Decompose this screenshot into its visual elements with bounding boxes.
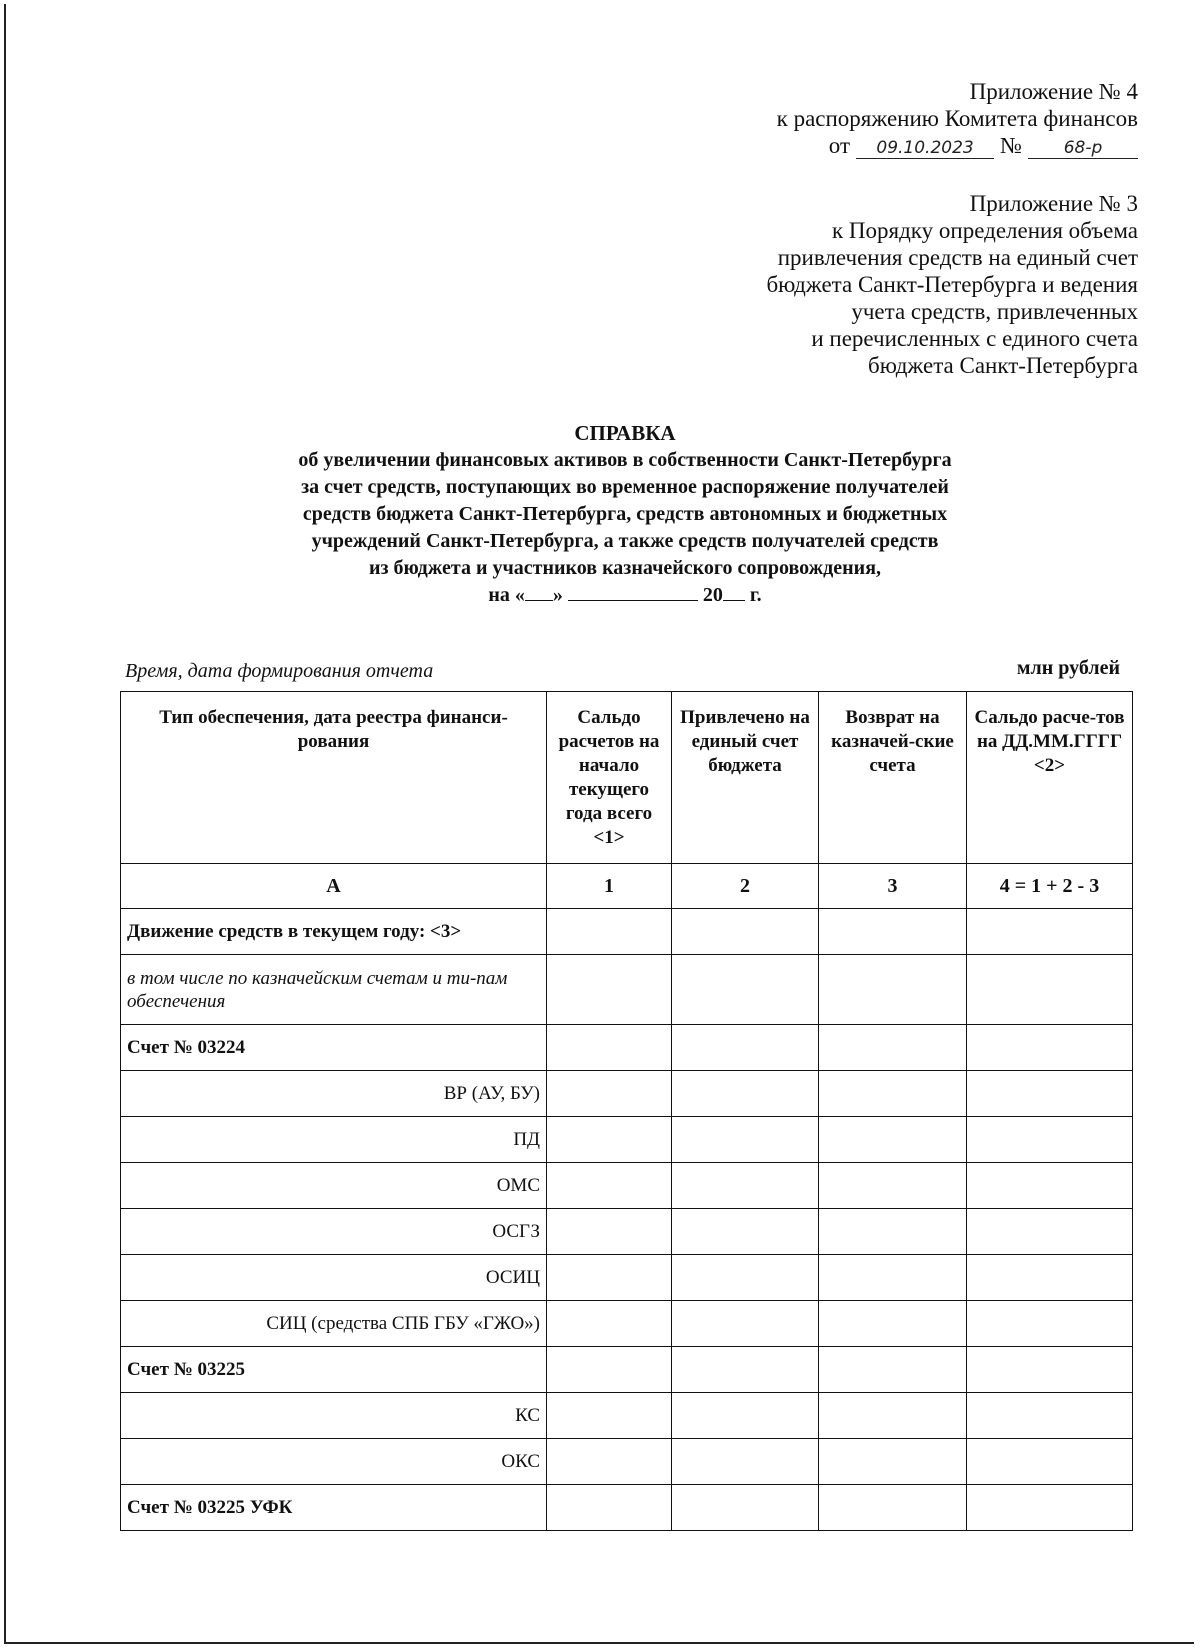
title-line: за счет средств, поступающих во временное распоряжение получателей (301, 476, 949, 498)
value-cell[interactable] (547, 909, 672, 955)
header-type: Тип обеспечения, дата реестра финанси-рования (121, 692, 547, 864)
value-cell[interactable] (672, 1301, 819, 1347)
table-row (121, 1025, 1133, 1071)
table-row (121, 1485, 1133, 1531)
value-cell[interactable] (672, 1209, 819, 1255)
value-cell[interactable] (547, 1163, 672, 1209)
appendix-3-line: к Порядку определения объема (831, 218, 1138, 243)
value-cell[interactable] (547, 955, 672, 1025)
value-cell[interactable] (547, 1301, 672, 1347)
value-cell[interactable] (672, 1255, 819, 1301)
row-label: Счет № 03225 (121, 1347, 547, 1393)
value-cell[interactable] (672, 1071, 819, 1117)
value-cell[interactable] (967, 1209, 1133, 1255)
table-header-row (121, 692, 1133, 864)
header-balance-start: Сальдо расчетов на начало текущего года всего <1> (547, 692, 672, 864)
appendix-3-line: учета средств, привлеченных (851, 299, 1138, 324)
table-row (121, 1209, 1133, 1255)
table-row (121, 1071, 1133, 1117)
value-cell[interactable] (967, 1347, 1133, 1393)
year-blank[interactable] (723, 582, 745, 601)
value-cell[interactable] (819, 1301, 967, 1347)
row-label: КС (121, 1393, 547, 1439)
table-row (121, 1439, 1133, 1485)
date-prefix: от (828, 133, 851, 158)
value-cell[interactable] (672, 909, 819, 955)
row-label: ОКС (121, 1439, 547, 1485)
row-label: Движение средств в текущем году: <3> (121, 909, 547, 955)
row-label: ВР (АУ, БУ) (121, 1071, 547, 1117)
date-close: » (552, 584, 563, 606)
value-cell[interactable] (547, 1209, 672, 1255)
appendix-3-line: и перечисленных с единого счета (811, 326, 1138, 351)
row-label: СИЦ (средства СПБ ГБУ «ГЖО») (121, 1301, 547, 1347)
row-label: ПД (121, 1117, 547, 1163)
value-cell[interactable] (967, 1071, 1133, 1117)
header-returned: Возврат на казначей-ские счета (819, 692, 967, 864)
value-cell[interactable] (547, 1255, 672, 1301)
value-cell[interactable] (819, 1485, 967, 1531)
row-label: ОМС (121, 1163, 547, 1209)
value-cell[interactable] (547, 1071, 672, 1117)
value-cell[interactable] (547, 1439, 672, 1485)
value-cell[interactable] (819, 1255, 967, 1301)
title-line: из бюджета и участников казначейского сопровождения, (368, 557, 882, 579)
value-cell[interactable] (819, 1347, 967, 1393)
value-cell[interactable] (819, 909, 967, 955)
value-cell[interactable] (967, 1163, 1133, 1209)
index-cell: 3 (819, 864, 967, 909)
row-label: в том числе по казначейским счетам и ти-пам обеспечения (121, 955, 547, 1025)
value-cell[interactable] (672, 1117, 819, 1163)
value-cell[interactable] (967, 1117, 1133, 1163)
appendix-4-reference: к распоряжению Комитета финансов (776, 106, 1138, 131)
index-cell: 1 (547, 864, 672, 909)
value-cell[interactable] (672, 1025, 819, 1071)
appendix-4-title: Приложение № 4 (969, 79, 1138, 104)
table-row (121, 909, 1133, 955)
value-cell[interactable] (967, 1485, 1133, 1531)
table-row (121, 955, 1133, 1025)
report-timestamp-label: Время, дата формирования отчета (125, 660, 434, 682)
value-cell[interactable] (967, 955, 1133, 1025)
value-cell[interactable] (547, 1393, 672, 1439)
value-cell[interactable] (967, 1393, 1133, 1439)
value-cell[interactable] (672, 1393, 819, 1439)
handwritten-number: 68-р (1028, 138, 1138, 159)
appendix-3-header (766, 190, 1138, 379)
table-body (121, 909, 1133, 1531)
value-cell[interactable] (819, 1025, 967, 1071)
value-cell[interactable] (819, 1393, 967, 1439)
year-suffix: г. (749, 584, 762, 606)
value-cell[interactable] (547, 1025, 672, 1071)
appendix-3-line: бюджета Санкт-Петербурга (868, 353, 1138, 378)
value-cell[interactable] (819, 1071, 967, 1117)
appendix-4-date-line (829, 132, 1138, 159)
table-row (121, 1255, 1133, 1301)
value-cell[interactable] (819, 1439, 967, 1485)
value-cell[interactable] (672, 955, 819, 1025)
header-attracted: Привлечено на единый счет бюджета (672, 692, 819, 864)
value-cell[interactable] (819, 1209, 967, 1255)
table-row (121, 1163, 1133, 1209)
value-cell[interactable] (672, 1347, 819, 1393)
document-heading: СПРАВКА (574, 421, 676, 445)
column-index-row (121, 864, 1133, 909)
index-cell: 4 = 1 + 2 - 3 (967, 864, 1133, 909)
report-date-line (180, 582, 1070, 609)
header-balance-date: Сальдо расче-тов на ДД.ММ.ГГГГ <2> (967, 692, 1133, 864)
units-label: млн рублей (1016, 657, 1120, 679)
value-cell[interactable] (819, 1163, 967, 1209)
report-table (120, 691, 1133, 1531)
index-cell: А (121, 864, 547, 909)
handwritten-date: 09.10.2023 (856, 138, 994, 159)
value-cell[interactable] (672, 1163, 819, 1209)
row-label: ОСГЗ (121, 1209, 547, 1255)
date-open: на « (488, 584, 525, 606)
title-line: средств бюджета Санкт-Петербурга, средств автономных и бюджетных (302, 503, 948, 525)
year-prefix: 20 (702, 584, 723, 606)
row-label: Счет № 03225 УФК (121, 1485, 547, 1531)
value-cell[interactable] (967, 1439, 1133, 1485)
value-cell[interactable] (967, 1255, 1133, 1301)
value-cell[interactable] (819, 955, 967, 1025)
index-cell: 2 (672, 864, 819, 909)
appendix-3-line: привлечения средств на единый счет (777, 245, 1138, 270)
month-blank[interactable] (568, 582, 698, 601)
title-line: об увеличении финансовых активов в собственности Санкт-Петербурга (298, 449, 952, 471)
appendix-3-line: Приложение № 3 (969, 191, 1138, 216)
appendix-4-header (777, 78, 1138, 159)
value-cell[interactable] (967, 1301, 1133, 1347)
appendix-3-line: бюджета Санкт-Петербурга и ведения (766, 272, 1138, 297)
value-cell[interactable] (819, 1117, 967, 1163)
document-title-block (180, 420, 1070, 609)
day-blank[interactable] (525, 582, 553, 601)
row-label: Счет № 03224 (121, 1025, 547, 1071)
table-row (121, 1347, 1133, 1393)
value-cell[interactable] (967, 909, 1133, 955)
title-line: учреждений Санкт-Петербурга, а также средств получателей средств (311, 530, 939, 552)
number-prefix: № (1000, 133, 1022, 158)
value-cell[interactable] (547, 1485, 672, 1531)
table-row (121, 1301, 1133, 1347)
value-cell[interactable] (672, 1485, 819, 1531)
table-row (121, 1117, 1133, 1163)
value-cell[interactable] (547, 1117, 672, 1163)
row-label: ОСИЦ (121, 1255, 547, 1301)
value-cell[interactable] (672, 1439, 819, 1485)
table-row (121, 1393, 1133, 1439)
value-cell[interactable] (967, 1025, 1133, 1071)
value-cell[interactable] (547, 1347, 672, 1393)
